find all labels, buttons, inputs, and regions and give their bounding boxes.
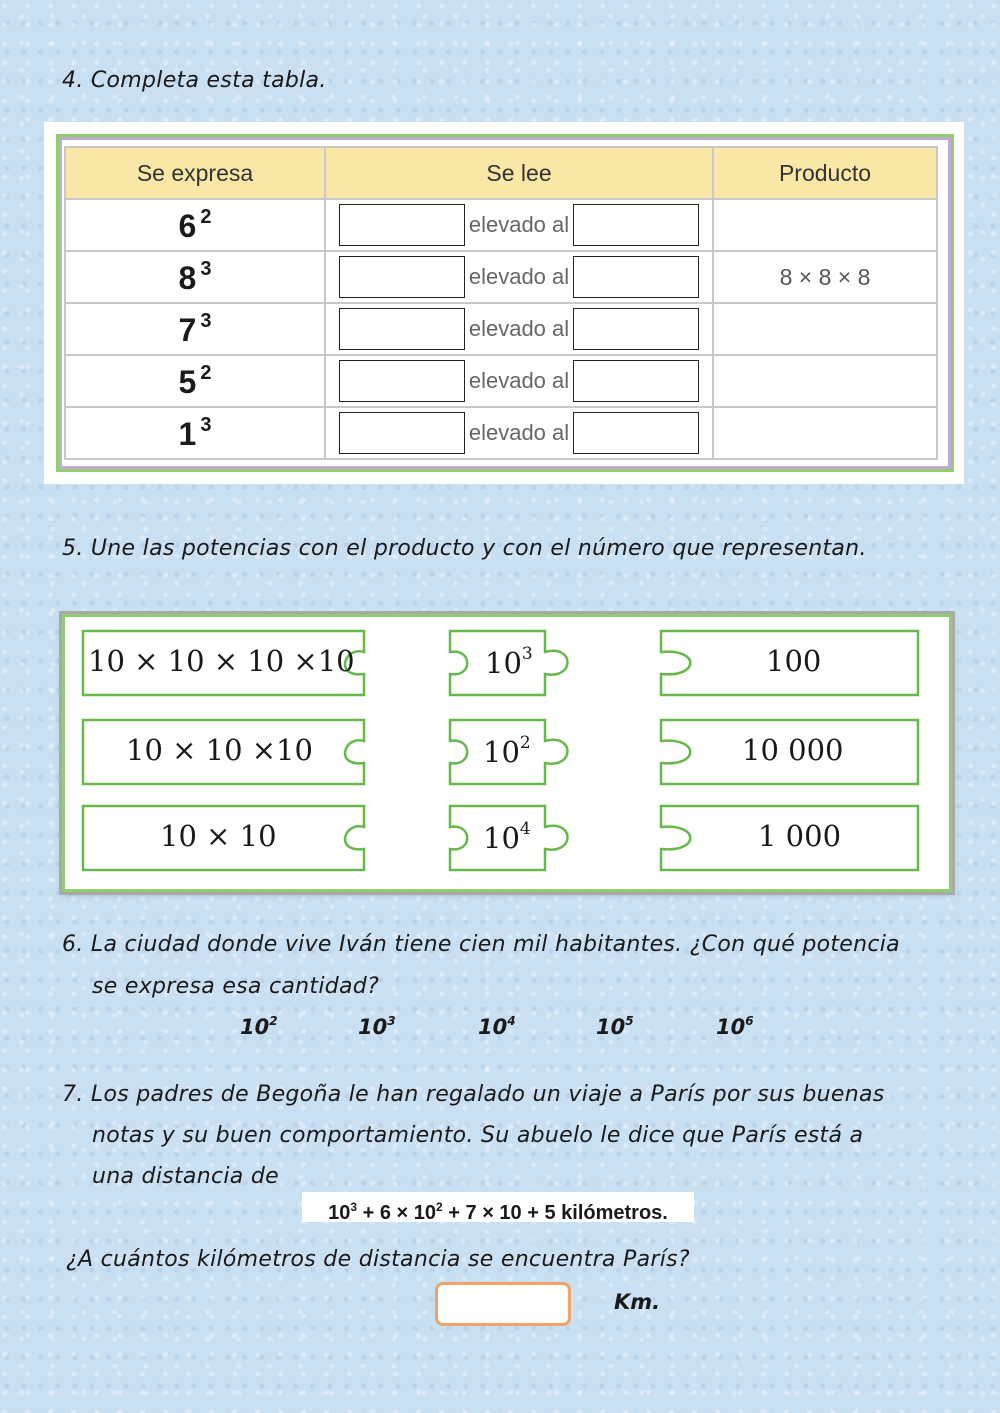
base-input[interactable]: [339, 308, 465, 350]
table-row: [65, 303, 937, 355]
powers-table: [64, 146, 938, 460]
elevado-label: elevado al: [468, 264, 570, 289]
number-piece[interactable]: [660, 630, 920, 696]
power-expression: 6 $^2$: [178, 205, 212, 244]
product-cell[interactable]: [713, 303, 937, 355]
power-exp: 2: [519, 733, 531, 753]
table-row: [65, 407, 937, 459]
power-expression: 5 $^2$: [178, 361, 212, 400]
table-row: [65, 251, 937, 303]
ex4-title: 4. Completa esta tabla.: [62, 68, 327, 93]
power-exp: 4: [519, 819, 531, 839]
base-input[interactable]: [339, 256, 465, 298]
ex6-line2: se expresa esa cantidad?: [92, 974, 380, 999]
base-input[interactable]: [339, 360, 465, 402]
product-cell[interactable]: [713, 199, 937, 251]
product-piece[interactable]: [82, 719, 372, 785]
power-option[interactable]: $10^2$: [240, 1014, 278, 1039]
power-base: 10: [483, 735, 520, 769]
power-option[interactable]: $10^6$: [716, 1014, 754, 1039]
power-option[interactable]: $10^5$: [596, 1014, 634, 1039]
header-producto: Producto: [713, 147, 937, 199]
power-base: 10: [483, 821, 520, 855]
exponent-input[interactable]: [573, 412, 699, 454]
elevado-label: elevado al: [468, 420, 570, 445]
distance-expression: $10^3 + 6 \times 10^2 + 7 \times 10 + 5$ kilómetros.: [302, 1192, 694, 1222]
product-label: 10 × 10: [160, 819, 277, 853]
product-cell[interactable]: [713, 355, 937, 407]
power-piece[interactable]: [449, 630, 589, 696]
ex5-title: 5. Une las potencias con el producto y con el número que representan.: [62, 536, 867, 561]
product-cell[interactable]: [713, 407, 937, 459]
table-row: [65, 199, 937, 251]
elevado-label: elevado al: [468, 316, 570, 341]
power-piece[interactable]: [449, 719, 589, 785]
power-expression: 1 $^3$: [178, 413, 212, 452]
unit-label: Km.: [614, 1290, 661, 1314]
ex7-line1: 7. Los padres de Begoña le han regalado un viaje a París por sus buenas: [62, 1082, 885, 1107]
base-input[interactable]: [339, 204, 465, 246]
product-piece[interactable]: [82, 630, 372, 696]
power-option[interactable]: $10^4$: [478, 1014, 516, 1039]
ex6-line1: 6. La ciudad donde vive Iván tiene cien mil habitantes. ¿Con qué potencia: [62, 932, 900, 957]
ex7-line2: notas y su buen comportamiento. Su abuelo le dice que París está a: [92, 1123, 864, 1148]
product-cell: 8 × 8 × 8: [713, 251, 937, 303]
power-exp: 3: [521, 644, 533, 664]
header-se-expresa: Se expresa: [65, 147, 325, 199]
number-piece[interactable]: [660, 719, 920, 785]
exponent-input[interactable]: [573, 256, 699, 298]
answer-input[interactable]: [435, 1282, 571, 1326]
exponent-input[interactable]: [573, 308, 699, 350]
product-label: 10 × 10 × 10 ×10: [88, 644, 355, 678]
ex7-question: ¿A cuántos kilómetros de distancia se encuentra París?: [66, 1247, 690, 1272]
number-label: 1 000: [758, 819, 842, 853]
base-input[interactable]: [339, 412, 465, 454]
product-piece[interactable]: [82, 805, 372, 871]
ex7-line3: una distancia de: [92, 1164, 279, 1189]
table-row: [65, 355, 937, 407]
power-expression: 7 $^3$: [178, 309, 212, 348]
power-base: 10: [485, 646, 522, 680]
power-expression: 8 $^3$: [178, 257, 212, 296]
power-option[interactable]: $10^3$: [358, 1014, 396, 1039]
exponent-input[interactable]: [573, 360, 699, 402]
number-label: 10 000: [742, 733, 844, 767]
power-piece[interactable]: [449, 805, 589, 871]
header-se-lee: Se lee: [325, 147, 713, 199]
product-label: 10 × 10 ×10: [126, 733, 313, 767]
number-piece[interactable]: [660, 805, 920, 871]
number-label: 100: [766, 644, 822, 678]
elevado-label: elevado al: [468, 368, 570, 393]
elevado-label: elevado al: [468, 212, 570, 237]
exponent-input[interactable]: [573, 204, 699, 246]
